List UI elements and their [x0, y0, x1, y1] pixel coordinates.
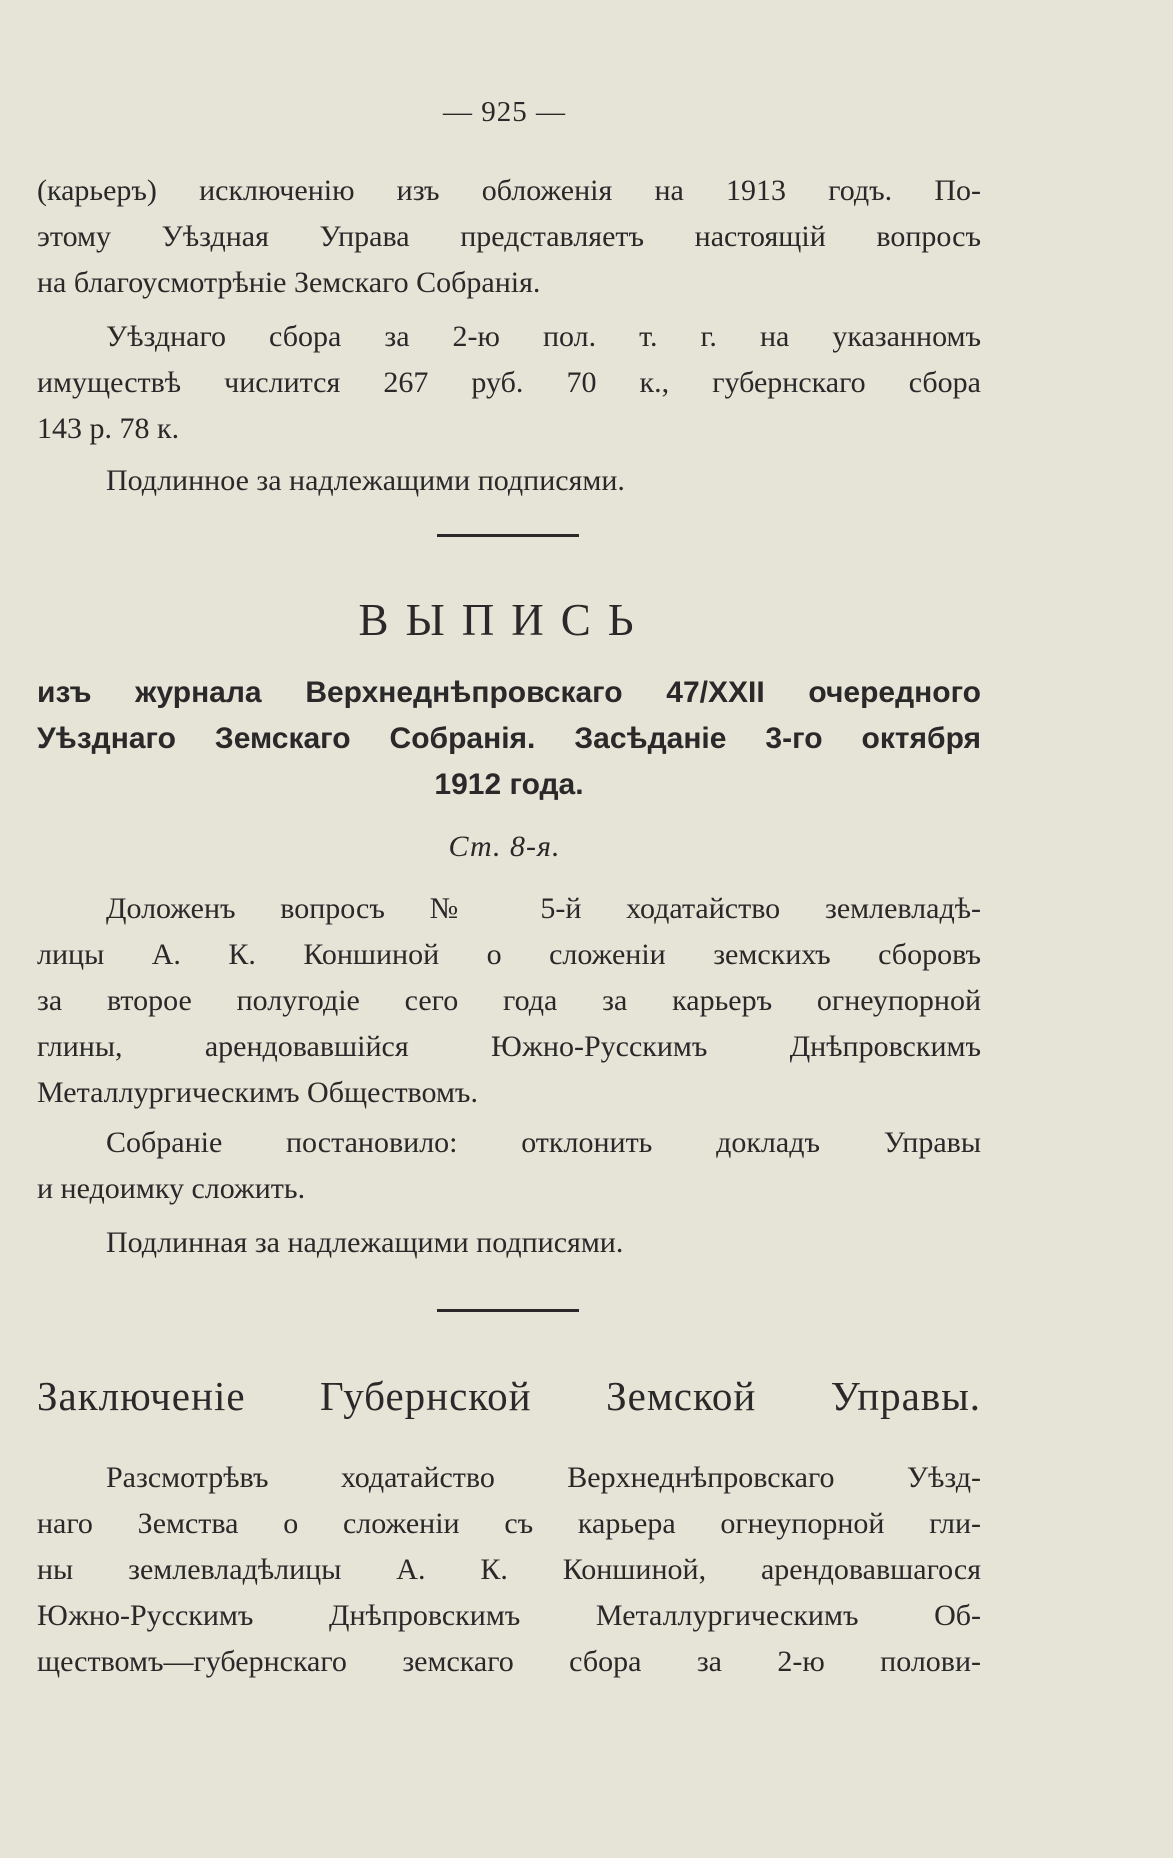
page-number: — 925 — [443, 96, 566, 128]
text-line: ны землевладѣлицы А. К. Коншиной, арендовавшагося [37, 1553, 981, 1586]
text-line: Уѣзднаго сбора за 2-ю пол. т. г. на указанномъ [106, 320, 981, 353]
subtitle-line: 1912 года. [434, 768, 584, 801]
text-line: Подлинная за надлежащими подписями. [106, 1226, 624, 1259]
article-number: Ст. 8-я. [448, 830, 561, 863]
text-line: Доложенъ вопросъ № 5-й ходатайство землевладѣ- [106, 892, 981, 925]
text-line: имуществѣ числится 267 руб. 70 к., губернскаго сбора [37, 366, 981, 399]
text-line: Подлинное за надлежащими подписями. [106, 464, 625, 497]
extract-body [37, 886, 981, 1266]
conclusion-heading: Заключеніе Губернской Земской Управы. [37, 1373, 981, 1419]
extract-title: ВЫПИСЬ [358, 595, 651, 645]
text-line: за второе полугодіе сего года за карьеръ огнеупорной [37, 984, 981, 1017]
text-line: Собраніе постановило: отклонить докладъ Управы [106, 1126, 981, 1159]
text-line: ществомъ—губернскаго земскаго сбора за 2-ю полови- [37, 1645, 981, 1678]
text-line: Разсмотрѣвъ ходатайство Верхнеднѣпровскаго Уѣзд- [106, 1461, 981, 1494]
text-line: наго Земства о сложеніи съ карьера огнеупорной гли- [37, 1507, 981, 1540]
section-divider [437, 1309, 579, 1312]
text-line: этому Уѣздная Управа представляетъ настоящій вопросъ [37, 220, 981, 253]
top-section [37, 168, 981, 504]
extract-subtitle [37, 670, 981, 808]
subtitle-line: изъ журнала Верхнеднѣпровскаго 47/XXII очередного [37, 676, 981, 709]
text-line: 143 р. 78 к. [37, 412, 180, 445]
section-divider [437, 534, 579, 537]
text-line: лицы А. К. Коншиной о сложеніи земскихъ сборовъ [37, 938, 981, 971]
text-line: и недоимку сложить. [37, 1172, 306, 1205]
text-line: (карьеръ) исключенію изъ обложенія на 1913 годъ. По- [37, 174, 981, 207]
conclusion-body [37, 1455, 981, 1685]
text-line: Южно-Русскимъ Днѣпровскимъ Металлургическимъ Об- [37, 1599, 981, 1632]
text-line: глины, арендовавшійся Южно-Русскимъ Днѣпровскимъ [37, 1030, 981, 1063]
text-line: Металлургическимъ Обществомъ. [37, 1076, 478, 1109]
subtitle-line: Уѣзднаго Земскаго Собранія. Засѣданіе 3-го октября [37, 722, 981, 755]
text-line: на благоусмотрѣніе Земскаго Собранія. [37, 266, 541, 299]
